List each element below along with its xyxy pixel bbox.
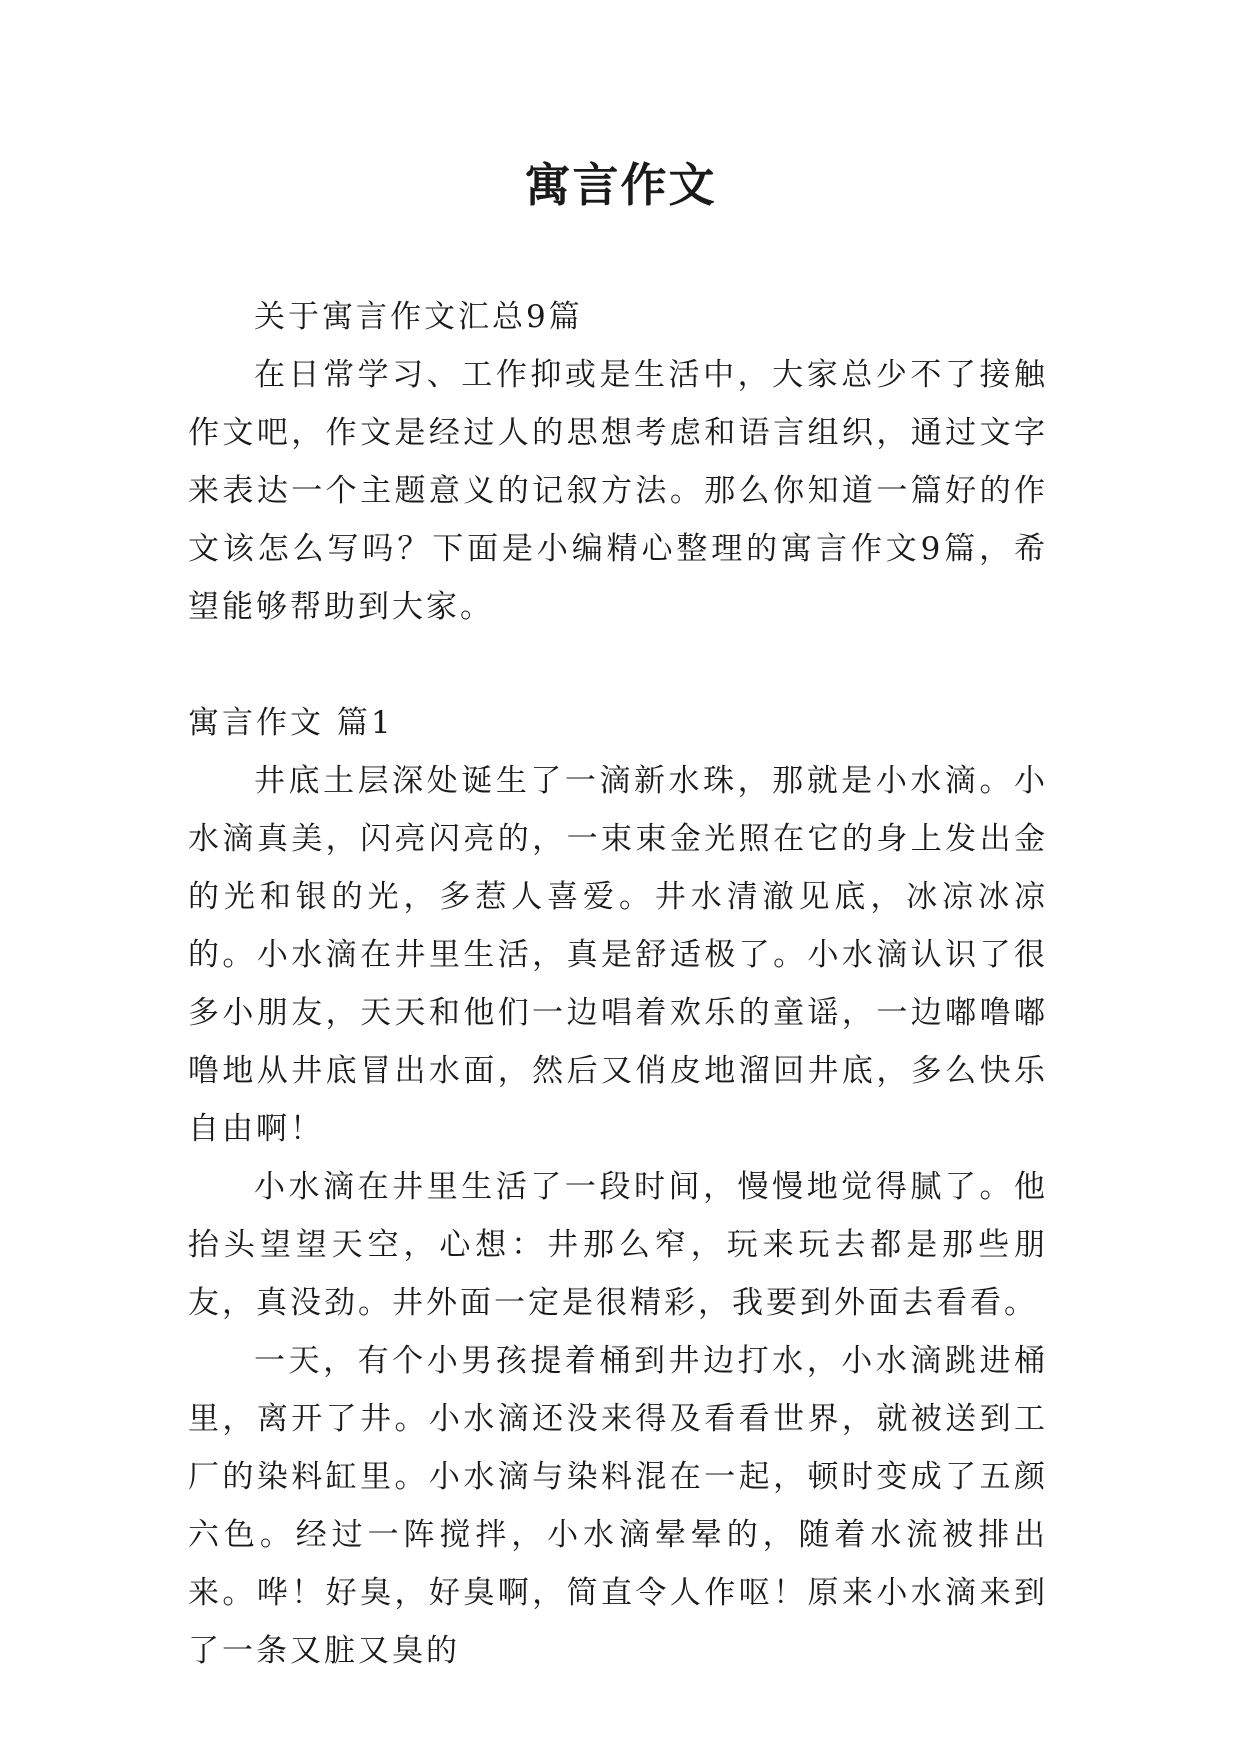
section-heading: 寓言作文 篇1 [188,705,394,741]
document-title: 寓言作文 [524,158,717,212]
document-body [188,288,1048,1680]
document-subtitle: 关于寓言作文汇总9篇 [254,299,583,335]
intro-paragraph: 在日常学习、工作抑或是生活中，大家总少不了接触作文吧，作文是经过人的思想考虑和语言组织，通过文字来表达一个主题意义的记叙方法。那么你知道一篇好的作文该怎么写吗？下面是小编精心整理的寓言作文9篇，希望能够帮助到大家。 [188,357,1048,625]
body-paragraph: 一天，有个小男孩提着桶到井边打水，小水滴跳进桶里，离开了井。小水滴还没来得及看看世界，就被送到工厂的染料缸里。小水滴与染料混在一起，顿时变成了五颜六色。经过一阵搅拌，小水滴晕晕的，随着水流被排出来。哗！好臭，好臭啊，简直令人作呕！原来小水滴来到了一条又脏又臭的 [188,1343,1048,1669]
body-paragraph: 井底土层深处诞生了一滴新水珠，那就是小水滴。小水滴真美，闪亮闪亮的，一束束金光照在它的身上发出金的光和银的光，多惹人喜爱。井水清澈见底，冰凉冰凉的。小水滴在井里生活，真是舒适极了。小水滴认识了很多小朋友，天天和他们一边唱着欢乐的童谣，一边嘟噜嘟噜地从井底冒出水面，然后又俏皮地溜回井底，多么快乐自由啊！ [188,763,1048,1147]
body-paragraph: 小水滴在井里生活了一段时间，慢慢地觉得腻了。他抬头望望天空，心想：井那么窄，玩来玩去都是那些朋友，真没劲。井外面一定是很精彩，我要到外面去看看。 [188,1169,1048,1321]
